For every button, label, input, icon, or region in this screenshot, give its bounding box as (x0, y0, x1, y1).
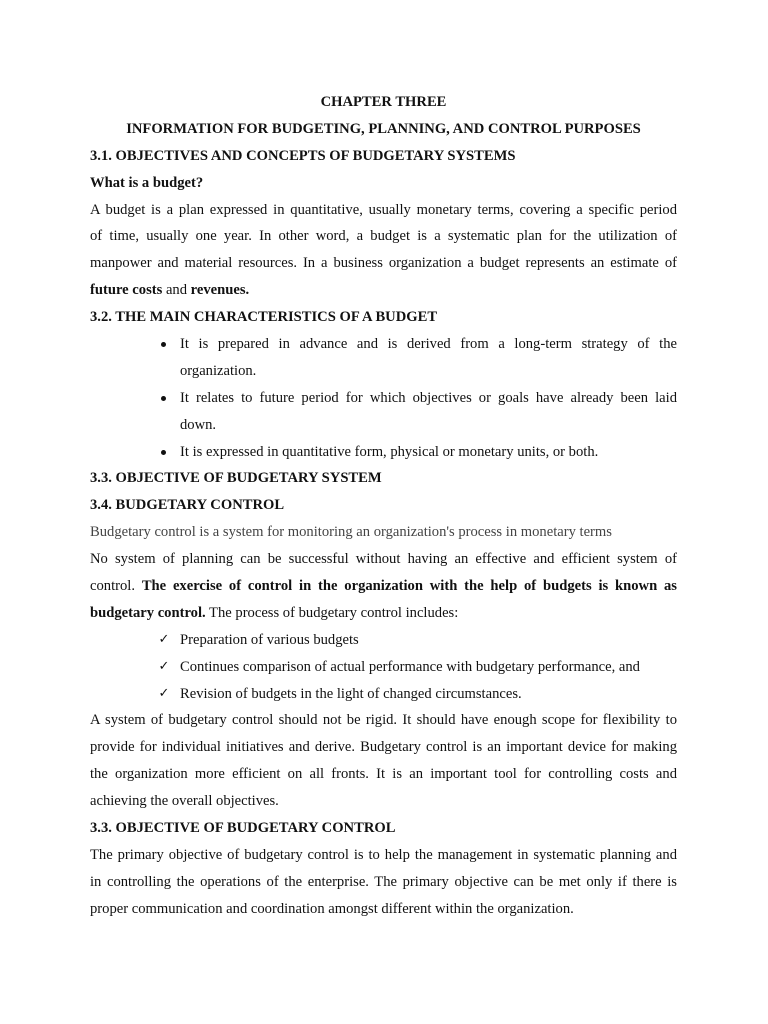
paragraph-line: the organization more efficient on all fronts. It is an important tool for controlling costs and (90, 766, 677, 783)
paragraph-line: A system of budgetary control should not be rigid. It should have enough scope for flexibility to (90, 712, 677, 729)
bold-text: revenues. (190, 282, 250, 299)
checkmark-icon: ✓ (158, 631, 170, 647)
checklist-item (90, 654, 677, 681)
budgetary-control-paragraph (90, 546, 677, 627)
paragraph-line: of time, usually one year. In other word, a budget is a systematic plan for the utilization of (90, 228, 677, 245)
checklist-item (90, 681, 677, 708)
section-heading-3-4: 3.4. BUDGETARY CONTROL (90, 497, 285, 514)
checkmark-icon: ✓ (158, 685, 170, 701)
bold-text: The exercise of control in the organization with the help of budgets is known as (141, 578, 677, 595)
bullet-text: It is expressed in quantitative form, physical or monetary units, or both. (180, 443, 599, 460)
paragraph-line: No system of planning can be successful without having an effective and efficient system of (90, 551, 677, 568)
bullet-dot-icon (157, 439, 171, 466)
section-heading-3-1: 3.1. OBJECTIVES AND CONCEPTS OF BUDGETARY SYSTEMS (90, 147, 516, 164)
bold-text: future costs (90, 282, 163, 299)
section-heading-3-3-system: 3.3. OBJECTIVE OF BUDGETARY SYSTEM (90, 470, 382, 487)
paragraph-line: A budget is a plan expressed in quantitative, usually monetary terms, covering a specific period (90, 201, 677, 218)
characteristics-bullet-list (90, 331, 677, 465)
bullet-item (90, 331, 677, 385)
document-page (90, 89, 677, 923)
bullet-item (90, 385, 677, 439)
paragraph-line: achieving the overall objectives. (90, 793, 279, 810)
objective-paragraph (90, 842, 677, 923)
bullet-item (90, 439, 677, 466)
paragraph-line: The primary objective of budgetary control is to help the management in systematic planning and (90, 846, 677, 863)
bullet-text: down. (180, 416, 217, 433)
bold-text: budgetary control. (90, 604, 206, 621)
paragraph-line (90, 600, 677, 627)
question-heading: What is a budget? (90, 174, 204, 191)
chapter-title: INFORMATION FOR BUDGETING, PLANNING, AND CONTROL PURPOSES (126, 120, 641, 137)
section-heading-3-3-control: 3.3. OBJECTIVE OF BUDGETARY CONTROL (90, 820, 396, 837)
paragraph-line: manpower and material resources. In a business organization a budget represents an estimate of (90, 255, 677, 272)
chapter-label: CHAPTER THREE (320, 94, 447, 110)
paragraph-line (90, 277, 677, 304)
bullet-text: organization. (180, 362, 257, 379)
budgetary-control-intro: Budgetary control is a system for monitoring an organization's process in monetary terms (90, 524, 612, 541)
bullet-text: It is prepared in advance and is derived from a long-term strategy of the (180, 336, 677, 353)
checklist-text: Preparation of various budgets (180, 631, 359, 648)
paragraph-line: provide for individual initiatives and derive. Budgetary control is an important device for making (90, 739, 677, 756)
bullet-dot-icon (157, 385, 171, 412)
bullet-dot-icon (157, 331, 171, 358)
section-heading-3-2: 3.2. THE MAIN CHARACTERISTICS OF A BUDGET (90, 309, 438, 326)
process-checklist (90, 627, 677, 708)
paragraph-line (90, 573, 677, 600)
budget-definition-paragraph (90, 197, 677, 305)
checklist-text: Revision of budgets in the light of changed circumstances. (180, 685, 522, 702)
checkmark-icon: ✓ (158, 658, 170, 674)
checklist-text: Continues comparison of actual performance with budgetary performance, and (180, 658, 640, 675)
paragraph-line: in controlling the operations of the enterprise. The primary objective can be met only if there is (90, 873, 677, 890)
checklist-item (90, 627, 677, 654)
plain-text: control. (90, 578, 142, 595)
bullet-text: It relates to future period for which objectives or goals have already been laid (180, 389, 677, 406)
plain-text: and (162, 282, 191, 299)
flexibility-paragraph (90, 707, 677, 815)
plain-text: The process of budgetary control includes: (205, 604, 459, 621)
paragraph-line: proper communication and coordination amongst different within the organization. (90, 900, 574, 917)
